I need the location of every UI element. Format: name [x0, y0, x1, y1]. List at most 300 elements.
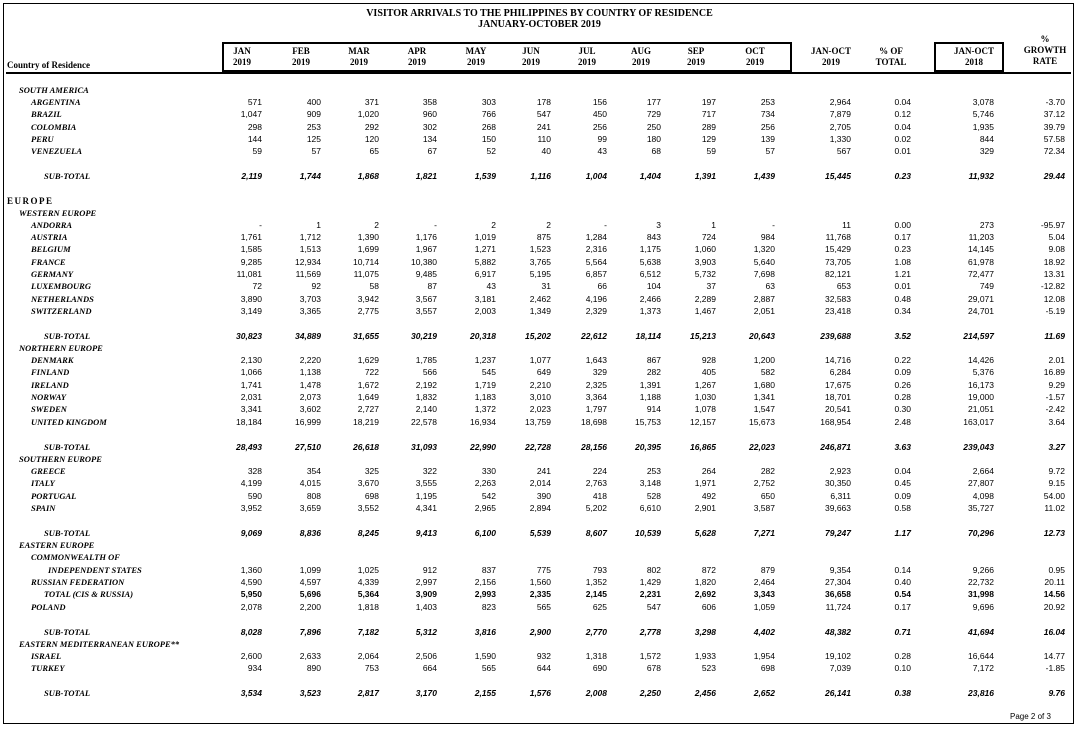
row-label: UNITED KINGDOM [31, 417, 107, 427]
cell-aug: 104 [646, 281, 661, 291]
cell-sep: 37 [706, 281, 716, 291]
cell-apr: 322 [422, 466, 437, 476]
cell-jun: 31 [541, 281, 551, 291]
cell-oct: 22,023 [749, 442, 775, 452]
cell-apr: 10,380 [411, 257, 437, 267]
cell-sep: 1,933 [694, 651, 716, 661]
cell-apr: 1,176 [415, 232, 437, 242]
cell-pct-of-total: 0.48 [894, 294, 911, 304]
cell-feb: 3,602 [299, 404, 321, 414]
cell-sep: 1,467 [694, 306, 716, 316]
page-number: Page 2 of 3 [1010, 712, 1051, 721]
cell-growth-rate: 3.27 [1048, 442, 1065, 452]
cell-jan: 8,028 [240, 627, 262, 637]
header-line: 2019 [350, 57, 368, 67]
row-label: LUXEMBOURG [31, 281, 91, 291]
cell-jan-oct-2018: 749 [979, 281, 994, 291]
cell-aug: 1,572 [639, 651, 661, 661]
cell-apr: 30,219 [411, 331, 437, 341]
cell-jan-oct-2018: 4,098 [972, 491, 994, 501]
cell-oct: 7,271 [753, 528, 775, 538]
cell-jan-oct-2018: 5,376 [972, 367, 994, 377]
cell-jun: 565 [536, 602, 551, 612]
cell-pct-of-total: 0.28 [894, 392, 911, 402]
row-label: PORTUGAL [31, 491, 77, 501]
cell-sep: 1,971 [694, 478, 716, 488]
cell-jul: 2,145 [585, 589, 607, 599]
cell-jun: 3,765 [529, 257, 551, 267]
header-line: OCT [745, 46, 765, 56]
table-row [0, 133, 1079, 145]
table-row [0, 280, 1079, 292]
header-rule [6, 72, 1071, 74]
cell-mar: 120 [364, 134, 379, 144]
cell-aug: 2,231 [639, 589, 661, 599]
cell-apr: 31,093 [411, 442, 437, 452]
cell-aug: 68 [651, 146, 661, 156]
cell-growth-rate: -95.97 [1040, 220, 1065, 230]
cell-jul: 156 [592, 97, 607, 107]
cell-aug: 2,250 [639, 688, 661, 698]
cell-jul: 418 [592, 491, 607, 501]
cell-oct: 1,680 [753, 380, 775, 390]
cell-sep: 264 [701, 466, 716, 476]
row-label: POLAND [31, 602, 66, 612]
cell-apr: 912 [422, 565, 437, 575]
table-row [0, 108, 1079, 120]
cell-jun: 547 [536, 109, 551, 119]
cell-feb: 2,220 [299, 355, 321, 365]
cell-feb: 8,836 [299, 528, 321, 538]
cell-pct-of-total: 0.10 [894, 663, 911, 673]
cell-jul: 329 [592, 367, 607, 377]
cell-mar: 11,075 [353, 269, 379, 279]
cell-may: 2,965 [474, 503, 496, 513]
row-label: IRELAND [31, 380, 69, 390]
cell-apr: 1,785 [415, 355, 437, 365]
cell-growth-rate: 11.02 [1044, 503, 1065, 513]
cell-jan: 5,950 [240, 589, 262, 599]
cell-growth-rate: 72.34 [1043, 146, 1065, 156]
cell-may: 1,183 [474, 392, 496, 402]
cell-aug: 177 [646, 97, 661, 107]
cell-growth-rate: -1.57 [1045, 392, 1065, 402]
cell-oct: 3,343 [753, 589, 775, 599]
header-line: 2019 [408, 57, 426, 67]
cell-jan-oct-2018: 273 [979, 220, 994, 230]
cell-jan-oct-2019: 11 [842, 220, 851, 230]
cell-apr: 1,403 [415, 602, 437, 612]
cell-may: 837 [481, 565, 496, 575]
cell-jun: 110 [537, 134, 551, 144]
cell-may: 542 [481, 491, 496, 501]
row-label: COMMONWEALTH OF [31, 552, 120, 562]
cell-jul: 43 [597, 146, 607, 156]
row-label: INDEPENDENT STATES [48, 565, 142, 575]
cell-jul: 2,008 [585, 688, 607, 698]
cell-jan-oct-2018: 11,932 [968, 171, 994, 181]
cell-jul: 1,284 [585, 232, 607, 242]
cell-mar: 1,629 [357, 355, 379, 365]
cell-jan-oct-2018: 3,078 [972, 97, 994, 107]
cell-aug: 6,610 [639, 503, 661, 513]
cell-growth-rate: -1.85 [1045, 663, 1065, 673]
cell-mar: 5,364 [357, 589, 379, 599]
cell-jun: 5,539 [529, 528, 551, 538]
cell-jan-oct-2018: 31,998 [968, 589, 994, 599]
cell-mar: 3,942 [357, 294, 379, 304]
cell-jan: 1,047 [240, 109, 262, 119]
subtotal-row [0, 441, 1079, 453]
cell-jul: 625 [592, 602, 607, 612]
header-jun [501, 46, 561, 68]
header-line: 2019 [687, 57, 705, 67]
cell-feb: 3,365 [299, 306, 321, 316]
cell-jan: 934 [247, 663, 262, 673]
cell-sep: 3,903 [694, 257, 716, 267]
cell-jan: 3,149 [240, 306, 262, 316]
cell-pct-of-total: 0.23 [894, 171, 911, 181]
cell-jan-oct-2018: 21,051 [968, 404, 994, 414]
cell-aug: 867 [646, 355, 661, 365]
cell-jan: 3,952 [240, 503, 262, 513]
cell-jun: 1,576 [529, 688, 551, 698]
cell-oct: 2,051 [753, 306, 775, 316]
cell-oct: 1,439 [753, 171, 775, 181]
cell-jul: 1,318 [585, 651, 607, 661]
table-row [0, 145, 1079, 157]
cell-aug: 678 [646, 663, 661, 673]
header-feb [271, 46, 331, 68]
cell-jan-oct-2018: 1,935 [972, 122, 994, 132]
cell-aug: 250 [646, 122, 661, 132]
cell-jun: 241 [536, 466, 551, 476]
cell-growth-rate: 16.04 [1043, 627, 1065, 637]
row-label: TURKEY [31, 663, 65, 673]
cell-jan-oct-2019: 6,311 [830, 491, 851, 501]
cell-sep: 405 [701, 367, 716, 377]
cell-aug: 1,373 [639, 306, 661, 316]
cell-jan-oct-2019: 30,350 [825, 478, 851, 488]
cell-aug: 547 [646, 602, 661, 612]
cell-growth-rate: 3.64 [1048, 417, 1065, 427]
cell-jun: 178 [536, 97, 551, 107]
cell-mar: 1,390 [357, 232, 379, 242]
cell-aug: 528 [646, 491, 661, 501]
cell-mar: 1,699 [357, 244, 379, 254]
cell-jan: 18,184 [236, 417, 262, 427]
cell-jan-oct-2019: 653 [836, 281, 851, 291]
cell-growth-rate: 0.95 [1048, 565, 1065, 575]
cell-apr: 1,967 [415, 244, 437, 254]
cell-feb: 4,015 [299, 478, 321, 488]
cell-jan-oct-2019: 15,429 [825, 244, 851, 254]
cell-jan-oct-2019: 79,247 [825, 528, 851, 538]
cell-feb: 1,513 [299, 244, 321, 254]
cell-jan-oct-2018: 72,477 [968, 269, 994, 279]
cell-jul: 8,607 [585, 528, 607, 538]
cell-jan-oct-2018: 24,701 [968, 306, 994, 316]
cell-jun: 40 [541, 146, 551, 156]
cell-jan: 59 [252, 146, 262, 156]
table-row [0, 465, 1079, 477]
cell-may: 2,156 [474, 577, 496, 587]
header-line: 2019 [467, 57, 485, 67]
cell-mar: 1,020 [357, 109, 379, 119]
cell-jan: 590 [247, 491, 262, 501]
header-aug [611, 46, 671, 68]
cell-jan-oct-2018: 214,597 [963, 331, 994, 341]
cell-jan-oct-2019: 32,583 [825, 294, 851, 304]
cell-mar: 2 [374, 220, 379, 230]
cell-jan-oct-2018: 23,816 [968, 688, 994, 698]
cell-jan-oct-2019: 2,923 [829, 466, 851, 476]
header-line: 2019 [292, 57, 310, 67]
cell-growth-rate: 14.56 [1043, 589, 1065, 599]
cell-jan-oct-2018: 844 [979, 134, 994, 144]
row-label: FRANCE [31, 257, 66, 267]
cell-apr: 87 [427, 281, 437, 291]
group-heading-row [0, 638, 1079, 650]
cell-mar: 1,025 [357, 565, 379, 575]
cell-jun: 15,202 [525, 331, 551, 341]
cell-jul: 450 [592, 109, 607, 119]
cell-pct-of-total: 0.01 [894, 146, 911, 156]
cell-growth-rate: 9.08 [1048, 244, 1065, 254]
cell-jun: 1,523 [529, 244, 551, 254]
row-label: COLOMBIA [31, 122, 77, 132]
cell-pct-of-total: 0.30 [894, 404, 911, 414]
cell-jun: 2,462 [529, 294, 551, 304]
cell-feb: 1 [316, 220, 321, 230]
cell-may: 6,917 [474, 269, 496, 279]
cell-jul: 2,763 [585, 478, 607, 488]
cell-mar: 31,655 [353, 331, 379, 341]
header-apr [387, 46, 447, 68]
cell-feb: 34,889 [295, 331, 321, 341]
cell-jun: 241 [536, 122, 551, 132]
cell-sep: 724 [701, 232, 716, 242]
cell-oct: 5,640 [753, 257, 775, 267]
subtotal-row [0, 687, 1079, 699]
cell-may: 43 [486, 281, 496, 291]
cell-pct-of-total: 0.14 [894, 565, 911, 575]
header-jan-oct-2018 [944, 46, 1004, 68]
cell-jan-oct-2018: 14,145 [968, 244, 994, 254]
cell-feb: 125 [306, 134, 321, 144]
cell-oct: 1,059 [753, 602, 775, 612]
cell-sep: 492 [701, 491, 716, 501]
header-line: GROWTH [1023, 45, 1067, 55]
row-label: BRAZIL [31, 109, 62, 119]
table-row [0, 219, 1079, 231]
cell-feb: 11,569 [295, 269, 321, 279]
cell-growth-rate: 14.77 [1043, 651, 1065, 661]
cell-sep: 5,628 [694, 528, 716, 538]
cell-sep: 289 [701, 122, 716, 132]
cell-jan-oct-2019: 2,964 [829, 97, 851, 107]
cell-jan-oct-2018: 11,203 [968, 232, 994, 242]
cell-aug: 843 [646, 232, 661, 242]
row-label: GERMANY [31, 269, 74, 279]
cell-jan: 2,119 [241, 171, 262, 181]
row-label: SPAIN [31, 503, 56, 513]
cell-oct: 879 [760, 565, 775, 575]
cell-feb: 808 [306, 491, 321, 501]
header-may [446, 46, 506, 68]
cell-growth-rate: 20.92 [1043, 602, 1065, 612]
cell-aug: 1,429 [639, 577, 661, 587]
cell-apr: 3,555 [415, 478, 437, 488]
cell-oct: 256 [760, 122, 775, 132]
cell-jan: 2,600 [240, 651, 262, 661]
cell-oct: 1,320 [753, 244, 775, 254]
cell-aug: 1,188 [639, 392, 661, 402]
cell-apr: 960 [422, 109, 437, 119]
cell-jun: 2,900 [529, 627, 551, 637]
cell-pct-of-total: 2.48 [894, 417, 911, 427]
cell-jul: 6,857 [585, 269, 607, 279]
cell-growth-rate: 9.15 [1048, 478, 1065, 488]
cell-jan-oct-2018: 61,978 [968, 257, 994, 267]
cell-jan-oct-2019: 36,658 [825, 589, 851, 599]
subtotal-row [0, 170, 1079, 182]
cell-jan: 3,341 [240, 404, 262, 414]
row-label: SUB-TOTAL [44, 528, 91, 538]
cell-pct-of-total: 0.28 [894, 651, 911, 661]
cell-feb: 354 [306, 466, 321, 476]
report-title: VISITOR ARRIVALS TO THE PHILIPPINES BY COUNTRY OF RESIDENCE [366, 8, 713, 19]
cell-jan-oct-2018: 163,017 [963, 417, 994, 427]
cell-jul: 2,325 [585, 380, 607, 390]
cell-jul: 99 [597, 134, 607, 144]
cell-apr: 9,413 [415, 528, 437, 538]
header-line: JAN [233, 46, 251, 56]
header-sep [666, 46, 726, 68]
row-label: SWEDEN [31, 404, 67, 414]
cell-jan: 28,493 [236, 442, 262, 452]
header-line: 2019 [632, 57, 650, 67]
row-label: GREECE [31, 466, 66, 476]
cell-may: 2 [491, 220, 496, 230]
cell-mar: 722 [364, 367, 379, 377]
cell-jul: 1,797 [585, 404, 607, 414]
header-line: JUL [578, 46, 596, 56]
cell-pct-of-total: 0.17 [894, 232, 911, 242]
row-label: TOTAL (CIS & RUSSIA) [44, 589, 134, 599]
cell-jul: 5,202 [585, 503, 607, 513]
cell-growth-rate: 29.44 [1043, 171, 1065, 181]
table-row [0, 477, 1079, 489]
cell-oct: 1,954 [753, 651, 775, 661]
cell-sep: 2,901 [694, 503, 716, 513]
cell-jun: 22,728 [525, 442, 551, 452]
cell-may: 2,993 [474, 589, 496, 599]
cell-jan-oct-2019: 15,445 [825, 171, 851, 181]
cell-feb: 3,703 [299, 294, 321, 304]
cell-growth-rate: -5.19 [1045, 306, 1065, 316]
cell-jun: 390 [536, 491, 551, 501]
cell-apr: 664 [422, 663, 437, 673]
cell-jan-oct-2019: 239,688 [820, 331, 851, 341]
header-line: MAR [348, 46, 370, 56]
cell-pct-of-total: 0.54 [894, 589, 911, 599]
cell-growth-rate: 37.12 [1043, 109, 1065, 119]
cell-jan: 571 [247, 97, 262, 107]
cell-oct: 15,673 [749, 417, 775, 427]
cell-growth-rate: 13.31 [1043, 269, 1065, 279]
cell-oct: 139 [760, 134, 775, 144]
cell-jan: 1,066 [240, 367, 262, 377]
cell-pct-of-total: 1.21 [894, 269, 911, 279]
header-line: JAN-OCT [811, 46, 851, 56]
cell-pct-of-total: 0.38 [894, 688, 911, 698]
cell-feb: 12,934 [295, 257, 321, 267]
cell-mar: 3,670 [357, 478, 379, 488]
cell-growth-rate: 20.11 [1044, 577, 1065, 587]
row-label: PERU [31, 134, 54, 144]
cell-feb: 1,099 [299, 565, 321, 575]
cell-jan: 11,081 [236, 269, 262, 279]
cell-may: 1,237 [474, 355, 496, 365]
cell-jul: 5,564 [585, 257, 607, 267]
cell-feb: 92 [311, 281, 321, 291]
cell-jan: 3,534 [240, 688, 262, 698]
header-jan [212, 46, 272, 68]
row-label: SOUTHERN EUROPE [19, 454, 102, 464]
cell-oct: 57 [765, 146, 775, 156]
cell-jun: 644 [536, 663, 551, 673]
cell-feb: 1,712 [299, 232, 321, 242]
cell-apr: 67 [427, 146, 437, 156]
cell-mar: 371 [364, 97, 379, 107]
cell-feb: 400 [306, 97, 321, 107]
cell-pct-of-total: 3.63 [894, 442, 911, 452]
cell-feb: 2,633 [299, 651, 321, 661]
cell-apr: 1,195 [415, 491, 437, 501]
cell-feb: 16,999 [295, 417, 321, 427]
cell-feb: 253 [306, 122, 321, 132]
header-line: APR [407, 46, 427, 56]
cell-pct-of-total: 0.40 [894, 577, 911, 587]
row-label: BELGIUM [31, 244, 71, 254]
cell-sep: 5,732 [694, 269, 716, 279]
cell-jan-oct-2018: 41,694 [968, 627, 994, 637]
cell-jul: 4,196 [585, 294, 607, 304]
cell-jul: 2,316 [585, 244, 607, 254]
table-row [0, 391, 1079, 403]
cell-sep: 606 [701, 602, 716, 612]
cell-may: 565 [481, 663, 496, 673]
cell-jan-oct-2019: 2,705 [829, 122, 851, 132]
cell-mar: 2,775 [357, 306, 379, 316]
cell-pct-of-total: 0.12 [894, 109, 911, 119]
cell-mar: 10,714 [353, 257, 379, 267]
cell-may: 1,271 [474, 244, 496, 254]
cell-pct-of-total: 0.45 [894, 478, 911, 488]
cell-oct: 734 [760, 109, 775, 119]
cell-mar: 753 [364, 663, 379, 673]
row-label: ISRAEL [31, 651, 62, 661]
table-row [0, 268, 1079, 280]
cell-apr: 22,578 [411, 417, 437, 427]
cell-jun: 649 [536, 367, 551, 377]
cell-pct-of-total: 1.17 [894, 528, 911, 538]
cell-sep: 1,820 [694, 577, 716, 587]
cell-jan-oct-2019: 73,705 [825, 257, 851, 267]
header-line: MAY [465, 46, 487, 56]
cell-may: 823 [481, 602, 496, 612]
